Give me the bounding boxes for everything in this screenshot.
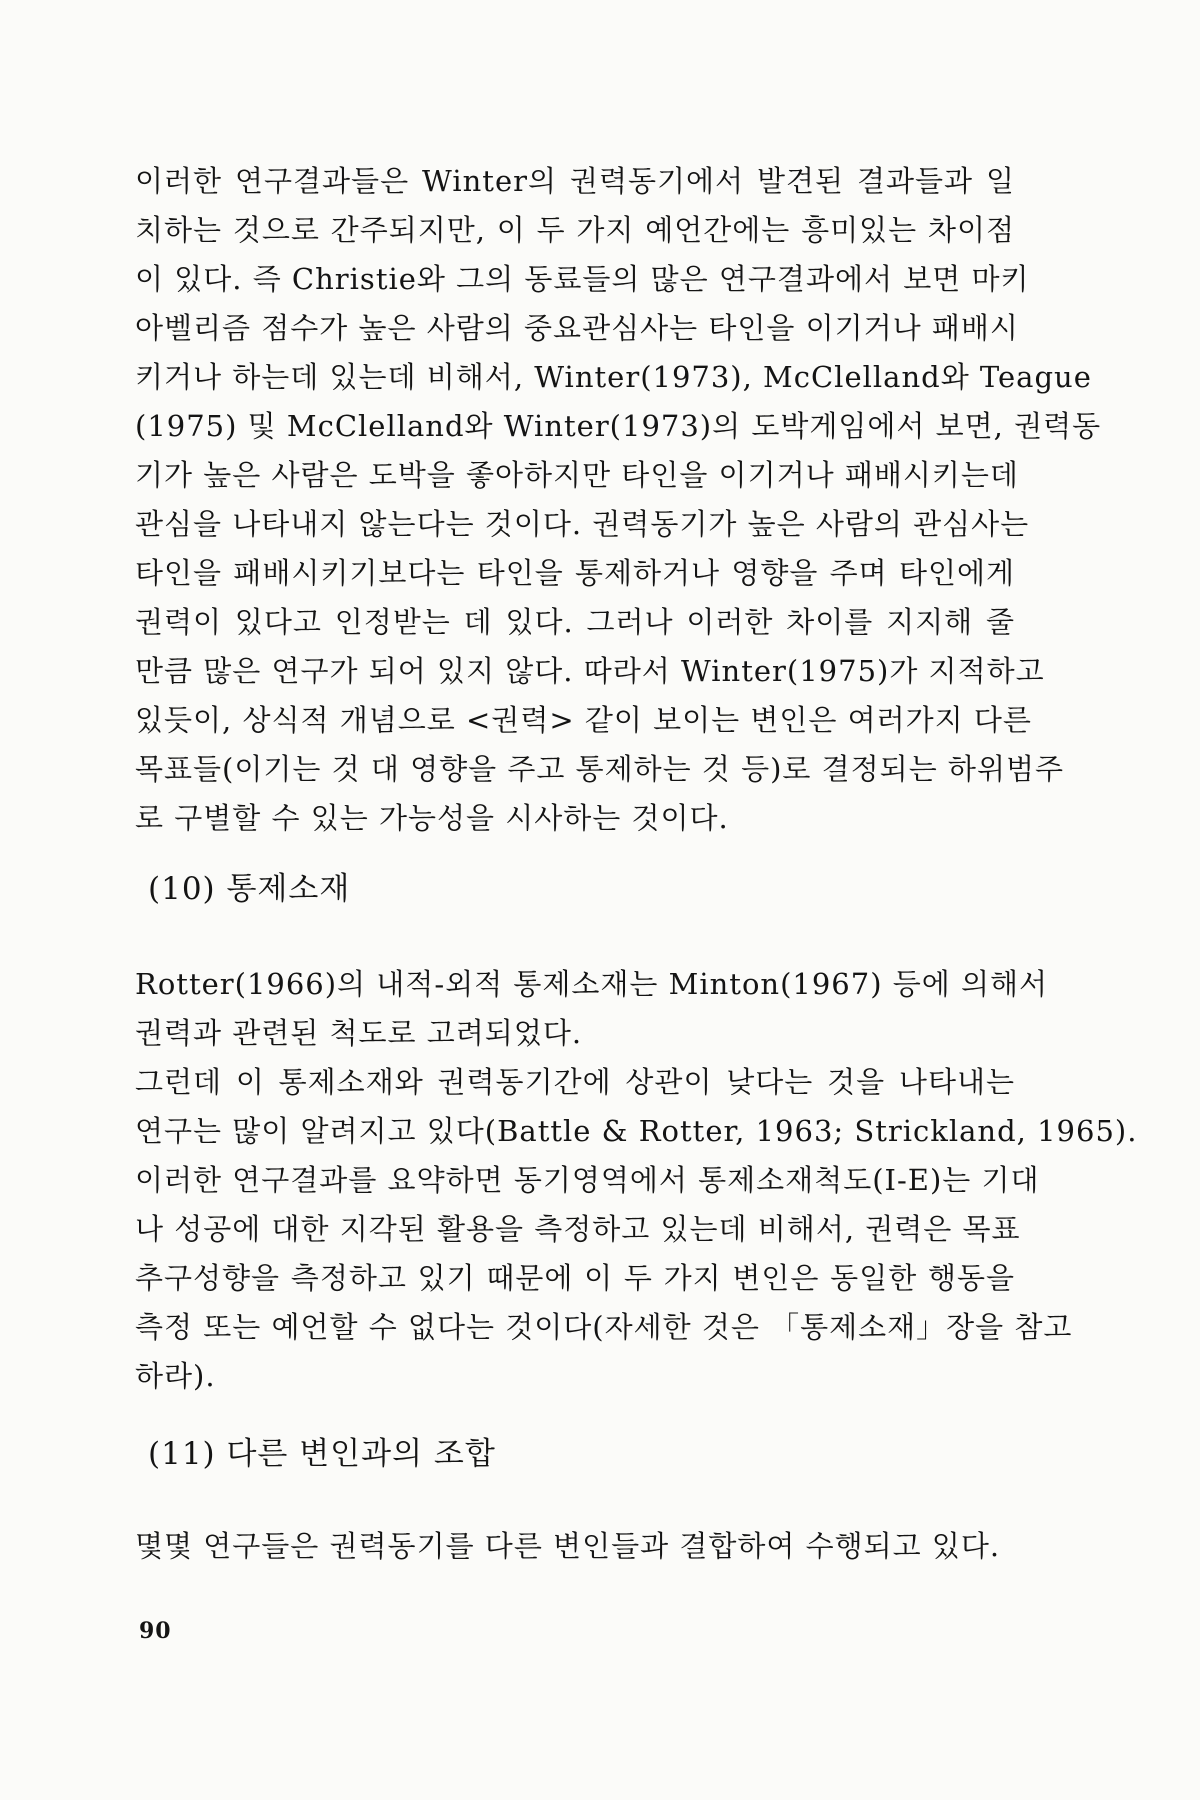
text-line: 키거나 하는데 있는데 비해서, Winter(1973), McClelland와 Teague: [135, 360, 1092, 394]
text-line: 로 구별할 수 있는 가능성을 시사하는 것이다.: [135, 801, 729, 835]
text-line: 이러한 연구결과들은 Winter의 권력동기에서 발견된 결과들과 일: [135, 164, 1015, 198]
text-line: 목표들(이기는 것 대 영향을 주고 통제하는 것 등)로 결정되는 하위범주: [135, 752, 1064, 786]
text-line: Rotter(1966)의 내적-외적 통제소재는 Minton(1967) 등에 의해서: [135, 967, 1049, 1001]
text-line: 권력이 있다고 인정받는 데 있다. 그러나 이러한 차이를 지지해 줄: [135, 605, 1015, 639]
text-line: 그런데 이 통제소재와 권력동기간에 상관이 낮다는 것을 나타내는: [135, 1065, 1015, 1099]
text-line: 나 성공에 대한 지각된 활용을 측정하고 있는데 비해서, 권력은 목표: [135, 1212, 1021, 1246]
text-line: 치하는 것으로 간주되지만, 이 두 가지 예언간에는 흥미있는 차이점: [135, 213, 1015, 247]
text-line: (1975) 및 McClelland와 Winter(1973)의 도박게임에서 보면, 권력동: [135, 409, 1102, 443]
paragraph-combination: [135, 1522, 1015, 1571]
text-line: 관심을 나타내지 않는다는 것이다. 권력동기가 높은 사람의 관심사는: [135, 507, 1030, 541]
page-number: 90: [139, 1618, 172, 1644]
section-heading-combination: (11) 다른 변인과의 조합: [148, 1436, 496, 1472]
text-line: 몇몇 연구들은 권력동기를 다른 변인들과 결합하여 수행되고 있다.: [135, 1529, 1001, 1563]
text-line: 연구는 많이 알려지고 있다(Battle & Rotter, 1963; Strickland, 1965).: [135, 1114, 1138, 1148]
text-line: 하라).: [135, 1359, 216, 1393]
paragraph-locus-of-control: [135, 960, 1138, 1401]
text-line: 이 있다. 즉 Christie와 그의 동료들의 많은 연구결과에서 보면 마키: [135, 262, 1030, 296]
text-line: 기가 높은 사람은 도박을 좋아하지만 타인을 이기거나 패배시키는데: [135, 458, 1019, 492]
text-line: 타인을 패배시키기보다는 타인을 통제하거나 영향을 주며 타인에게: [135, 556, 1015, 590]
text-line: 측정 또는 예언할 수 없다는 것이다(자세한 것은 「통제소재」장을 참고: [135, 1310, 1073, 1344]
text-line: 추구성향을 측정하고 있기 때문에 이 두 가지 변인은 동일한 행동을: [135, 1261, 1015, 1295]
paragraph-power-motive-comparison: [135, 157, 1102, 843]
section-heading-locus-of-control: (10) 통제소재: [148, 871, 351, 907]
text-line: 아벨리즘 점수가 높은 사람의 중요관심사는 타인을 이기거나 패배시: [135, 311, 1019, 345]
text-line: 권력과 관련된 척도로 고려되었다.: [135, 1016, 583, 1050]
text-line: 있듯이, 상식적 개념으로 <권력> 같이 보이는 변인은 여러가지 다른: [135, 703, 1032, 737]
text-line: 만큼 많은 연구가 되어 있지 않다. 따라서 Winter(1975)가 지적하고: [135, 654, 1045, 688]
text-line: 이러한 연구결과를 요약하면 동기영역에서 통제소재척도(I-E)는 기대: [135, 1163, 1040, 1197]
